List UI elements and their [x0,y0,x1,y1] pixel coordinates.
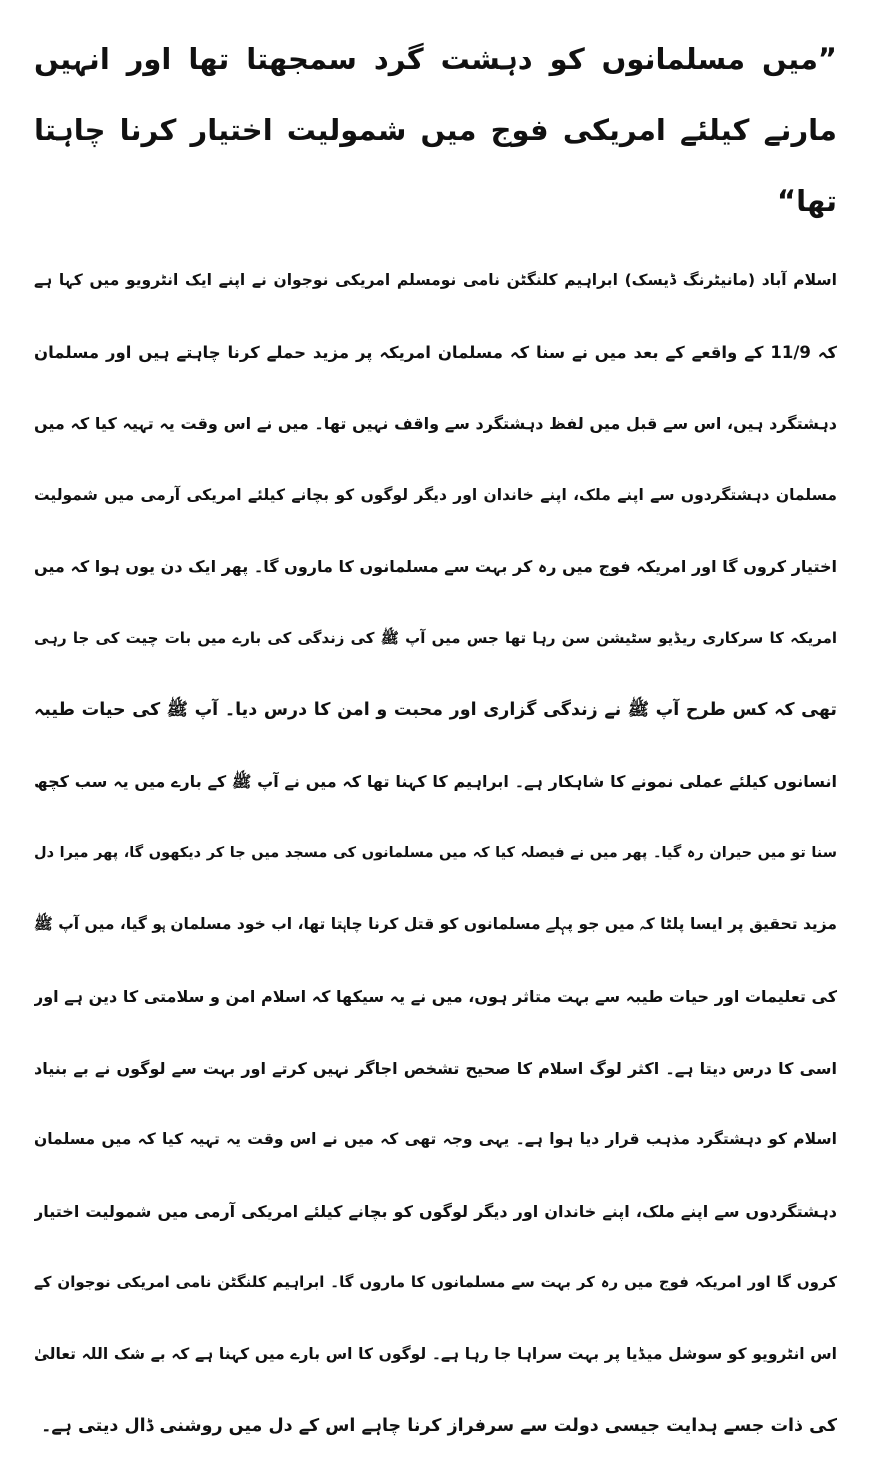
article-line: مسلمان دہشتگردوں سے اپنے ملک، اپنے خاندان اور دیگر لوگوں کو بچانے کیلئے امریکی آرمی میں شمولیت [34,460,837,532]
article-line: اسلام آباد (مانیٹرنگ ڈیسک) ابراہیم کلنگٹن نامی نومسلم امریکی نوجوان نے اپنے ایک انٹرویو میں کہا ہے [34,245,837,317]
article-line: تھی کہ کس طرح آپ ﷺ نے زندگی گزاری اور محبت و امن کا درس دیا۔ آپ ﷺ کی حیات طیبہ [34,675,837,747]
article-line: سنا تو میں حیران رہ گیا۔ پھر میں نے فیصلہ کیا کہ میں مسلمانوں کی مسجد میں جا کر دیکھوں گا، پھر میرا دل [34,818,837,890]
article-body [34,245,837,1462]
article-line: انسانوں کیلئے عملی نمونے کا شاہکار ہے۔ ابراہیم کا کہنا تھا کہ میں نے آپ ﷺ کے بارے میں یہ سب کچھ [34,746,837,818]
article-line: کروں گا اور امریکہ فوج میں رہ کر بہت سے مسلمانوں کا ماروں گا۔ ابراہیم کلنگٹن نامی امریکی نوجوان کے [34,1247,837,1319]
headline: ”میں مسلمانوں کو دہشت گرد سمجھتا تھا اور انہیں مارنے کیلئے امریکی فوج میں شمولیت اختیار کرنا چاہتا تھا“ [34,24,837,237]
article-line: امریکہ کا سرکاری ریڈیو سٹیشن سن رہا تھا جس میں آپ ﷺ کی زندگی کی بارے میں بات چیت کی جا رہی [34,603,837,675]
article-line: اسلام کو دہشتگرد مذہب قرار دیا ہوا ہے۔ یہی وجہ تھی کہ میں نے اس وقت یہ تہیہ کیا کہ میں مسلمان [34,1104,837,1176]
article-line: اسی کا درس دیتا ہے۔ اکثر لوگ اسلام کا صحیح تشخص اجاگر نہیں کرتے اور بہت سے لوگوں نے بے بنیاد [34,1033,837,1105]
article-line: اس انٹرویو کو سوشل میڈیا پر بہت سراہا جا رہا ہے۔ لوگوں کا اس بارے میں کہنا ہے کہ بے شک اللہ تعالیٰ [34,1319,837,1391]
article-line: اختیار کروں گا اور امریکہ فوج میں رہ کر بہت سے مسلمانوں کا ماروں گا۔ پھر ایک دن یوں ہوا کہ میں [34,531,837,603]
article-line: دہشتگرد ہیں، اس سے قبل میں لفظ دہشتگرد سے واقف نہیں تھا۔ میں نے اس وقت یہ تہیہ کیا کہ میں [34,388,837,460]
article-line-last: کی ذات جسے ہدایت جیسی دولت سے سرفراز کرنا چاہے اس کے دل میں روشنی ڈال دیتی ہے۔ [34,1391,837,1462]
article-line: دہشتگردوں سے اپنے ملک، اپنے خاندان اور دیگر لوگوں کو بچانے کیلئے امریکی آرمی میں شمولیت اختیار [34,1176,837,1248]
article-line: مزید تحقیق پر ایسا پلٹا کہ میں جو پہلے مسلمانوں کو قتل کرنا چاہتا تھا، اب خود مسلمان ہو گیا، میں آپ ﷺ [34,889,837,961]
article-line: کہ 11/9 کے واقعے کے بعد میں نے سنا کہ مسلمان امریکہ پر مزید حملے کرنا چاہتے ہیں اور مسلمان [34,317,837,389]
article-line: کی تعلیمات اور حیات طیبہ سے بہت متاثر ہوں، میں نے یہ سیکھا کہ اسلام امن و سلامتی کا دین ہے اور [34,961,837,1033]
